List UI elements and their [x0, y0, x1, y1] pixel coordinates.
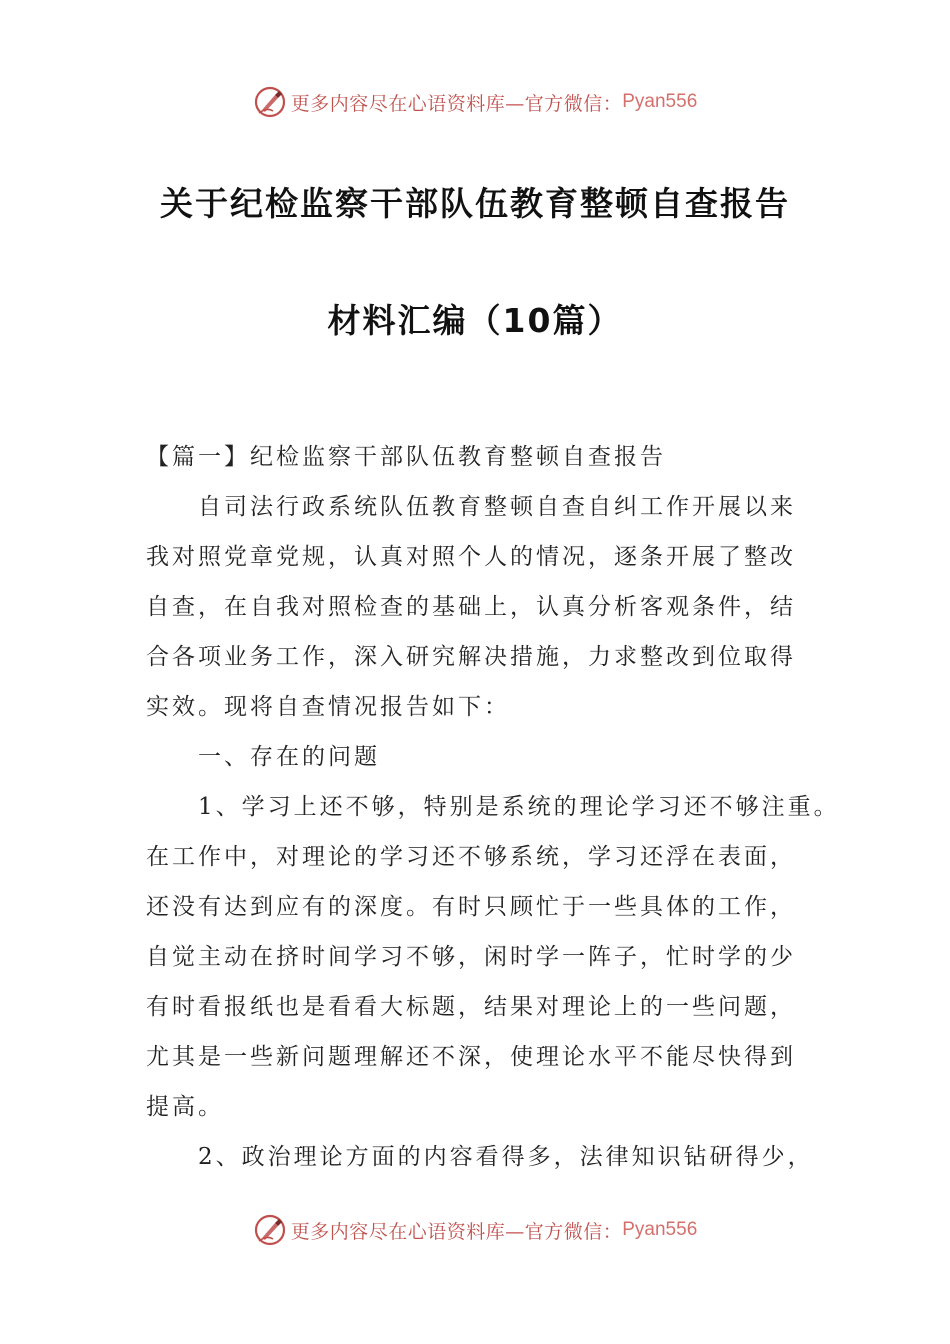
body-line: 有时看报纸也是看看大标题，结果对理论上的一些问题， — [146, 994, 796, 1020]
body-line: 合各项业务工作，深入研究解决措施，力求整改到位取得 — [146, 644, 796, 670]
document-title-line-1: 关于纪检监察干部队伍教育整顿自查报告 — [160, 184, 790, 223]
subsection-heading: 一、存在的问题 — [198, 744, 380, 770]
body-line: 实效。现将自查情况报告如下： — [146, 694, 510, 720]
watermark-text: 更多内容尽在心语资料库—官方微信： — [290, 1220, 623, 1243]
body-line: 尤其是一些新问题理解还不深，使理论水平不能尽快得到 — [146, 1044, 796, 1070]
pen-logo-icon — [253, 1213, 287, 1247]
watermark-id: Pyan556 — [622, 91, 698, 112]
watermark-id: Pyan556 — [622, 1219, 698, 1240]
body-line: 自查，在自我对照检查的基础上，认真分析客观条件，结 — [146, 594, 796, 620]
watermark-text: 更多内容尽在心语资料库—官方微信： — [290, 92, 623, 115]
body-line: 自司法行政系统队伍教育整顿自查自纠工作开展以来 — [198, 494, 796, 520]
body-line: 还没有达到应有的深度。有时只顾忙于一些具体的工作， — [146, 894, 796, 920]
watermark-banner-top — [0, 82, 950, 122]
body-line: 提高。 — [146, 1094, 224, 1120]
body-line: 自觉主动在挤时间学习不够，闲时学一阵子，忙时学的少 — [146, 944, 796, 970]
section-heading: 【篇一】纪检监察干部队伍教育整顿自查报告 — [146, 444, 666, 470]
body-line: 我对照党章党规，认真对照个人的情况，逐条开展了整改 — [146, 544, 796, 570]
body-line: 1、学习上还不够，特别是系统的理论学习还不够注重。 — [198, 794, 840, 820]
body-line: 2、政治理论方面的内容看得多，法律知识钻研得少， — [198, 1144, 814, 1170]
pen-logo-icon — [253, 85, 287, 119]
watermark-banner-bottom — [0, 1210, 950, 1250]
document-title-line-2: 材料汇编（10篇） — [327, 301, 623, 340]
body-line: 在工作中，对理论的学习还不够系统，学习还浮在表面， — [146, 844, 796, 870]
